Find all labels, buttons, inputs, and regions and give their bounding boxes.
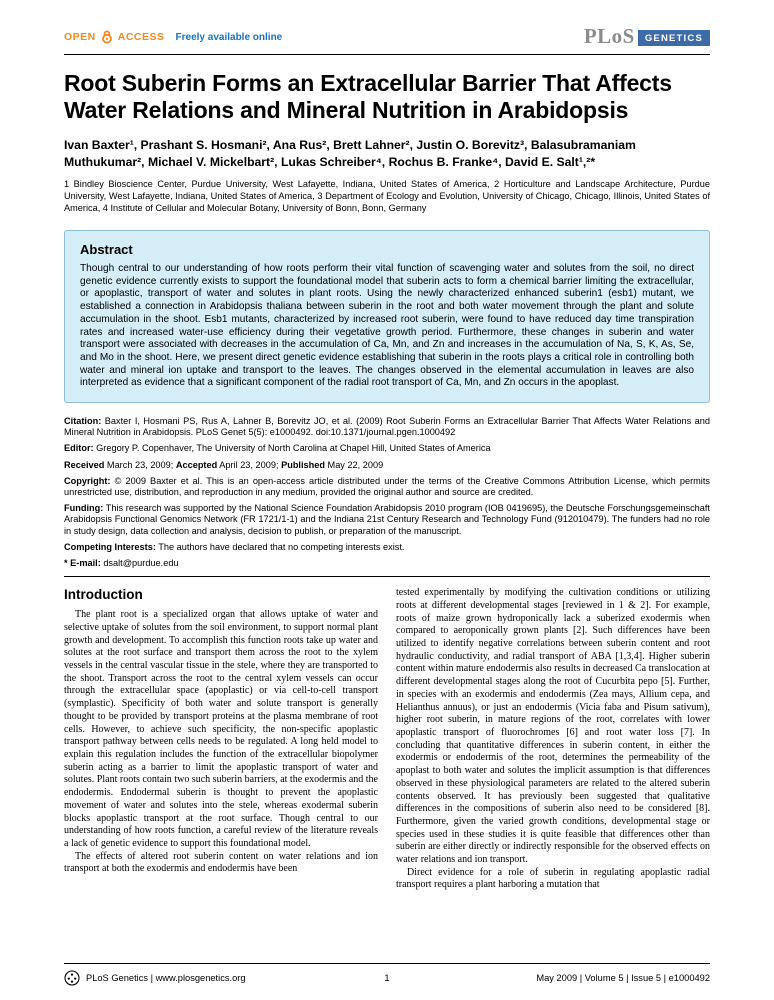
- abstract-box: [64, 230, 710, 403]
- open-access-icon: [100, 30, 114, 44]
- footer-journal-text: PLoS Genetics | www.plosgenetics.org: [86, 973, 246, 983]
- competing-interests-label: Competing Interests:: [64, 541, 156, 552]
- introduction-section: [64, 587, 710, 892]
- citation-label: Citation:: [64, 416, 102, 427]
- header-divider: [64, 54, 710, 55]
- editor-line: [64, 443, 710, 454]
- accepted-date: April 23, 2009;: [217, 459, 282, 470]
- competing-interests-line: [64, 542, 710, 553]
- right-column: [396, 587, 710, 892]
- abstract-heading: Abstract: [80, 242, 133, 257]
- published-date: May 22, 2009: [324, 459, 384, 470]
- affiliations-text: 1 Bindley Bioscience Center, Purdue University, West Lafayette, Indiana, United States of America, 2 Horticulture and Landscape Architecture, Purdue University, West Lafayette, Indiana, United States of America, 3 Department of Ecology and Evolution, University of Chicago, Chicago, Illinois, United States of America, 4 Institute of Cellular and Molecular Botany, University of Bonn, Bonn, Germany: [64, 179, 710, 213]
- copyright-line: [64, 476, 710, 498]
- body-paragraph: The effects of altered root suberin content on water relations and ion transport at both the exodermis and endodermis have been: [64, 850, 378, 875]
- body-paragraph: tested experimentally by modifying the cultivation conditions or utilizing roots at different developmental stages [reviewed in 1 & 2]. For example, roots of maize grown hydroponically lack a suberized exodermis when compared to aeroponically grown plants [2]. Such differences have been utilized to identify negative correlations between suberin content and root hydraulic conductivity, and radial transport of ABA [1,3,4]. Higher suberin content within mature endodermis also results in decreased Ca translocation at different developmental stages along the root of Cucurbita pepo [5]. Further, in species with an exodermis and endodermis (Zea mays, Allium cepa, and Helianthus annuus), or just an endodermis (Vicia faba and Pisum sativum), higher root suberin, in mature regions of the root, correlates with lower apoplastic transport of fluorochromes [6] and root water loss [7]. In concluding that quantitative differences in suberin content, in either the exodermis or endodermis of the root, determines the permeability of the apoplast to both water and solutes the implicit assumption is that differences observed in these physiological parameters are related to the altered suberin contents observed. It has previously been suggested that qualitative differences in the compositions of suberin also need to be considered [8]. Furthermore, given the varied growth conditions, developmental stage or species used in these studies it is quite feasible that differences other than suberin are either directly or indirectly responsible for the observed effects on water relations and ion transport.: [396, 587, 710, 866]
- access-label: ACCESS: [117, 31, 165, 43]
- footer-issue-text: May 2009 | Volume 5 | Issue 5 | e1000492: [536, 973, 710, 983]
- received-label: Received: [64, 459, 105, 470]
- citation-line: [64, 416, 710, 438]
- funding-text: This research was supported by the National Science Foundation Arabidopsis 2010 program (IOB 0419695), the Deutsche Forschungsgemeinschaft Arabidopsis Functional Genomics Network (FR 1721/1-1) and the Indiana 21st Century Research and Technology Fund (912010479). The funders had no role in study design, data collection and analysis, decision to publish, or preparation of the manuscript.: [64, 503, 710, 536]
- dates-line: [64, 460, 710, 471]
- left-column: [64, 587, 378, 892]
- citation-text: Baxter I, Hosmani PS, Rus A, Lahner B, Borevitz JO, et al. (2009) Root Suberin Forms an Extracellular Barrier That Affects Water Relations and Mineral Nutrition in Arabidopsis. PLoS Genet 5(5): e1000492. doi:10.1371/journal.pgen.1000492: [64, 416, 710, 438]
- abstract-text: Though central to our understanding of how roots perform their vital function of scavenging water and solutes from the soil, no direct genetic evidence currently exists to support the foundational model that suberin acts to form a chemical barrier limiting the extracellular, or apoplastic, transport of water and solutes in plant roots. Using the newly characterized enhanced suberin1 (esb1) mutant, we established a connection in Arabidopsis thaliana between suberin in the root and both water movement through the plant and solute accumulation in the shoot. Esb1 mutants, characterized by increased root suberin, were found to have reduced day time transpiration rates and increased water-use efficiency during their vegetative growth period. Furthermore, these changes in suberin and water transport were associated with decreases in the accumulation of Ca, Mn, and Zn and increases in the accumulation of Na, S, K, As, Se, and Mo in the shoot. Here, we present direct genetic evidence establishing that suberin in the roots plays a critical role in controlling both water and mineral ion uptake and transport to the leaves. The changes observed in the elemental accumulation in leaves are also interpreted as evidence that a significant component of the radial root transport of Ca, Mn, and Zn occurs in the apoplast.: [80, 263, 694, 389]
- page-footer: [64, 963, 710, 986]
- section-divider: [64, 576, 710, 577]
- email-address: dsalt@purdue.edu: [100, 558, 179, 569]
- open-label: OPEN: [64, 31, 96, 43]
- copyright-label: Copyright:: [64, 475, 111, 486]
- plos-genetics-logo: [584, 26, 710, 46]
- email-label: * E-mail:: [64, 558, 101, 569]
- accepted-label: Accepted: [175, 459, 218, 470]
- funding-label: Funding:: [64, 503, 104, 514]
- footer-left: [64, 970, 367, 986]
- body-paragraph: Direct evidence for a role of suberin in regulating apoplastic radial transport requires a plant harboring a mutation that: [396, 866, 710, 891]
- journal-name-box: GENETICS: [638, 30, 710, 46]
- footer-page-number: 1: [384, 973, 390, 983]
- freely-available-label: Freely available online: [175, 31, 283, 43]
- published-label: Published: [281, 459, 325, 470]
- received-date: March 23, 2009;: [104, 459, 176, 470]
- editor-text: Gregory P. Copenhaver, The University of North Carolina at Chapel Hill, United States of America: [93, 443, 491, 454]
- plos-wordmark: PLoS: [583, 24, 635, 48]
- plos-footer-logo-icon: [64, 970, 80, 986]
- open-access-badge: [64, 26, 282, 44]
- article-metadata: [64, 416, 710, 569]
- introduction-heading: Introduction: [64, 587, 143, 603]
- article-title: Root Suberin Forms an Extracellular Barrier That Affects Water Relations and Mineral Nutrition in Arabidopsis: [64, 70, 672, 123]
- email-line: [64, 558, 710, 569]
- funding-line: [64, 503, 710, 537]
- body-paragraph: The plant root is a specialized organ that allows uptake of water and selective uptake of solutes from the soil environment, to support normal plant growth and development. To accomplish this function roots take up water and solutes at the root surface and transport them across the root to the xylem vessels in the central vascular tissue in the stele, where they are transported to the shoot. Transport across the root to the central xylem vessels can occur through the extracellular space (apoplastic) or via cell-to-cell transport (symplastic). Specificity of both water and solute transport is generally thought to be provided by transport proteins at the plasma membrane of root cells. However, to achieve such specificity, the non-specific apoplastic transport pathway between cells needs to be regulated. A long held model to explain this regulation includes the function of the extracellular biopolymer suberin acting as a barrier to limit the apoplastic transport of water and solutes. Plant roots contain two such suberin barriers, at the exodermis and the endodermis. Endodermal suberin is thought to prevent the apoplastic movement of water and solutes into the stele, whereas exodermal suberin blocks apoplastic transport at the root surface. Though central to our understanding of how roots function, a careful review of the literature reveals a lack of genetic evidence to support this foundational model.: [64, 609, 378, 849]
- competing-interests-text: The authors have declared that no competing interests exist.: [155, 541, 405, 552]
- editor-label: Editor:: [64, 443, 94, 454]
- author-list: Ivan Baxter¹, Prashant S. Hosmani², Ana Rus², Brett Lahner², Justin O. Borevitz³, Balasubramaniam Muthukumar², Michael V. Mickelbart², Lukas Schreiber⁴, Rochus B. Franke⁴, David E. Salt¹,²*: [64, 138, 636, 169]
- copyright-text: © 2009 Baxter et al. This is an open-access article distributed under the terms of the Creative Commons Attribution License, which permits unrestricted use, distribution, and reproduction in any medium, provided the original author and source are credited.: [64, 475, 710, 498]
- page-header: [64, 26, 710, 50]
